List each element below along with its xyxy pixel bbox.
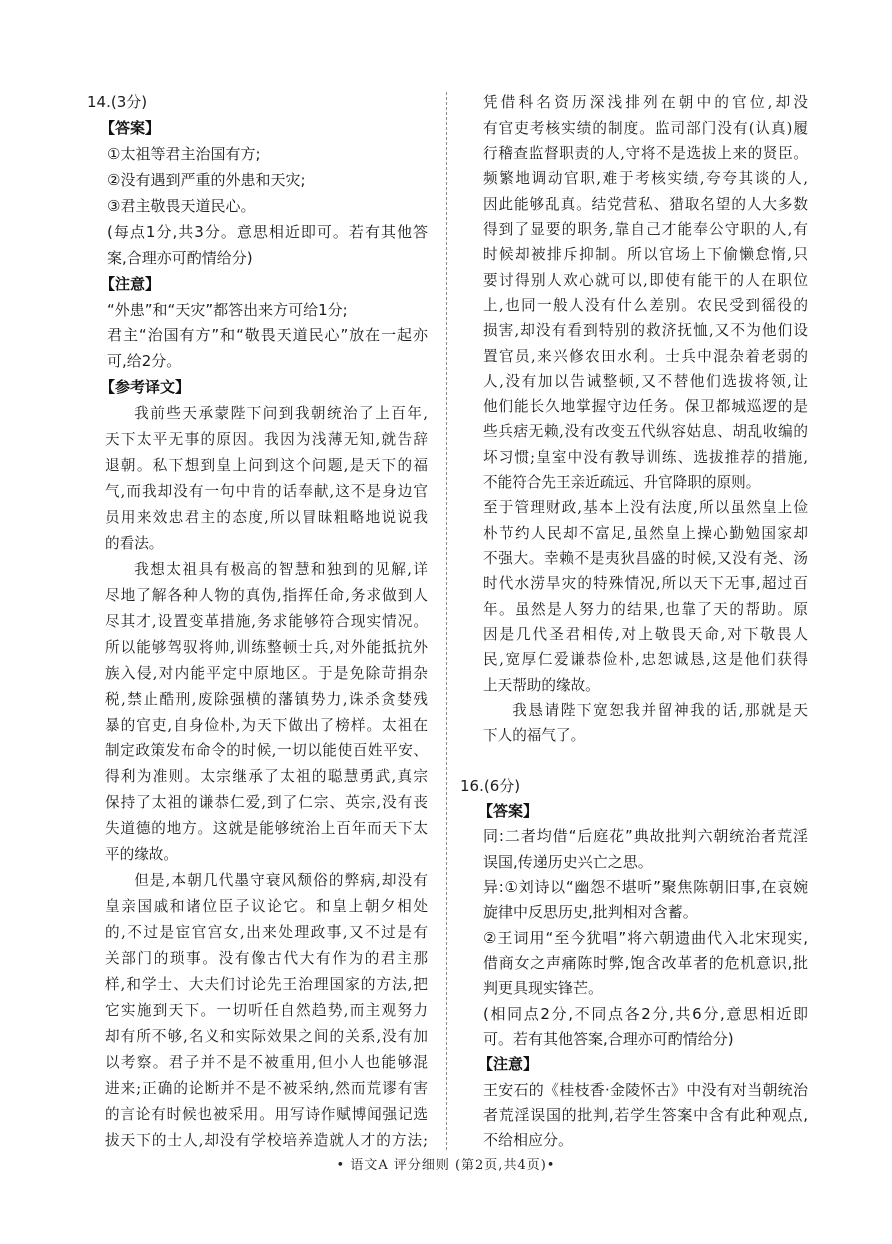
text-line: 皇亲国戚和诸位臣子议论它。和皇上朝夕相处 <box>105 898 428 916</box>
paragraph <box>107 168 428 194</box>
text-line: ③君主敬畏天道民心。 <box>107 196 256 215</box>
text-line: 可。若有其他答案,合理亦可酌情给分) <box>483 1029 734 1048</box>
paragraph <box>107 298 428 324</box>
text-line: (相同点2分,不同点各2分,共6分,意思相近即 <box>483 1004 808 1023</box>
paragraph <box>483 875 808 926</box>
question-14-heading: 14.(3分) <box>87 93 148 111</box>
text-line: 凭借科名资历深浅排列在朝中的官位,却没 <box>483 94 808 112</box>
paragraph <box>483 1078 808 1154</box>
text-line: 频繁地调动官职,难于考核实绩,夸夸其谈的人, <box>483 170 808 188</box>
text-line: 行稽查监督职责的人,守将不是选拔上来的贤臣。 <box>483 145 808 163</box>
text-line: 年。虽然是人努力的结果,也靠了天的帮助。原 <box>483 600 808 618</box>
paragraph <box>483 495 808 698</box>
paragraph <box>107 142 428 168</box>
text-line: 异:①刘诗以“幽怨不堪听”聚焦陈朝旧事,在哀婉 <box>483 878 808 897</box>
text-line: 置官员,来兴修农田水利。士兵中混杂着老弱的 <box>483 347 808 365</box>
text-line: 我前些天承蒙陛下问到我朝统治了上百年, <box>134 405 428 423</box>
text-line: 因此能够乱真。结党营私、猎取名望的人大多数 <box>483 195 808 213</box>
text-line: 尽地了解各种人物的真伪,指挥任命,务求做到人 <box>105 586 428 604</box>
note-list <box>483 1078 808 1154</box>
right-column <box>460 90 808 1153</box>
translation-label: 【参考译文】 <box>100 378 191 397</box>
note-label: 【注意】 <box>100 274 161 293</box>
text-line: 不能符合先王亲近疏远、升官降职的原则。 <box>483 474 761 492</box>
text-line: 人,没有加以告诫整顿,又不替他们选拔将领,让 <box>483 372 808 390</box>
text-line: 进来;正确的论断并不是不被采纳,然而荒谬有害 <box>105 1079 428 1097</box>
text-line: 案,合理亦可酌情给分) <box>107 248 253 267</box>
text-line: 同:二者均借“后庭花”典故批判六朝统治者荒淫 <box>483 827 808 846</box>
text-line: ②王词用“至今犹唱”将六朝遗曲代入北宋现实, <box>483 928 808 947</box>
text-line: 借商女之声痛陈时弊,饱含改革者的危机意识,批 <box>483 954 808 973</box>
text-line: 我想太祖具有极高的智慧和独到的见解,详 <box>134 560 428 578</box>
paragraph <box>105 557 428 868</box>
text-line: 尽其才,设置变革措施,务求能够符合现实情况。 <box>105 612 428 630</box>
text-line: 君主“治国有方”和“敬畏天道民心”放在一起亦 <box>107 326 428 345</box>
text-line: “外患”和“天灾”都答出来方可给1分; <box>107 300 348 319</box>
text-line: 但是,本朝几代墨守衰风颓俗的弊病,却没有 <box>134 872 428 890</box>
text-line: 样,和学士、大夫们讨论先王治理国家的方法,把 <box>105 975 428 993</box>
text-line: 族入侵,对内能平定中原地区。于是免除苛捐杂 <box>105 664 428 682</box>
text-line: 的言论有时候也被采用。用写诗作赋博闻强记选 <box>105 1105 428 1123</box>
answer-label: 【答案】 <box>100 118 161 137</box>
text-line: 旋律中反思历史,批判相对含蓄。 <box>483 903 698 922</box>
text-line: 拔天下的士人,却没有学校培养造就人才的方法; <box>105 1131 428 1149</box>
note-list <box>107 298 428 376</box>
text-line: 保持了太祖的谦恭仁爱,到了仁宗、英宗,没有丧 <box>105 794 428 812</box>
text-line: 要讨得别人欢心就可以,即使有能干的人在职位 <box>483 271 808 289</box>
text-line: 失道德的地方。这就是能够统治上百年而天下太 <box>105 820 428 838</box>
text-line: 民,宽厚仁爱谦恭俭朴,忠恕诚恳,这是他们获得 <box>483 651 808 669</box>
text-line: (每点1分,共3分。意思相近即可。若有其他答 <box>107 222 428 241</box>
text-line: 有官吏考核实绩的制度。监司部门没有(认真)履 <box>483 119 808 137</box>
left-column <box>87 90 428 1153</box>
text-line: 至于管理财政,基本上没有法度,所以虽然皇上俭 <box>483 499 808 517</box>
paragraph <box>105 401 428 557</box>
paragraph <box>107 220 428 272</box>
text-line: 它实施到天下。一切听任自然趋势,而主观努力 <box>105 1001 428 1019</box>
text-line: 不给相应分。 <box>483 1131 574 1150</box>
paragraph <box>483 90 808 495</box>
text-line: 时候却被排斥抑制。所以官场上下偷懒怠惰,只 <box>483 246 808 264</box>
blank-line <box>460 749 808 774</box>
text-line: 关部门的琐事。没有像古代大有作为的君主那 <box>105 949 428 967</box>
text-line: 天下太平无事的原因。我因为浅薄无知,就告辞 <box>105 431 428 449</box>
paragraph <box>483 1002 808 1053</box>
text-line: 的看法。 <box>105 534 164 552</box>
column-divider <box>446 92 447 1150</box>
text-line: 判更具现实锋芒。 <box>483 979 604 998</box>
text-line: 制定政策发布命令的时候,一切以能使百姓平安、 <box>105 742 428 760</box>
text-line: 的,不过是宦官宫女,出来处理政事,又不过是有 <box>105 924 428 941</box>
text-line: 者荒淫误国的批判,若学生答案中含有此种观点, <box>483 1105 808 1124</box>
text-line: 得利为准则。太宗继承了太祖的聪慧勇武,真宗 <box>105 768 428 786</box>
text-line: 上,也同一般人没有什么差别。农民受到徭役的 <box>483 296 808 314</box>
text-line: 暴的官吏,自身俭朴,为天下做出了榜样。太祖在 <box>105 716 428 734</box>
text-line: 退朝。私下想到皇上问到这个问题,是天下的福 <box>105 457 428 475</box>
note-label: 【注意】 <box>478 1055 539 1074</box>
text-line: 我恳请陛下宽恕我并留神我的话,那就是天 <box>512 701 808 719</box>
page-footer: • 语文A 评分细则 (第2页,共4页)• <box>336 1158 556 1173</box>
text-line: 因是几代圣君相传,对上敬畏天命,对下敬畏人 <box>483 625 808 643</box>
text-line: 以考察。君子并不是不被重用,但小人也能够混 <box>105 1053 428 1071</box>
text-line: 坏习惯;皇室中没有教导训练、选拔推荐的措施, <box>483 448 808 466</box>
paragraph <box>483 926 808 1002</box>
text-line: ②没有遇到严重的外患和天灾; <box>107 170 306 189</box>
paragraph <box>483 824 808 875</box>
text-line: 损害,却没有看到特别的救济抚恤,又不为他们设 <box>483 322 808 340</box>
answer-list <box>107 142 428 272</box>
text-line: 得到了显要的职务,靠自己才能奉公守职的人,有 <box>483 220 808 238</box>
text-line: 时代水涝旱灾的特殊情况,所以天下无事,超过百 <box>483 575 808 593</box>
text-line: 朴节约人民却不富足,虽然皇上操心勤勉国家却 <box>483 524 808 542</box>
text-line: 却有所不够,名义和实际效果之间的关系,没有加 <box>105 1027 428 1045</box>
text-line: 不强大。幸赖不是夷狄昌盛的时候,又没有尧、汤 <box>483 550 808 568</box>
answer-label: 【答案】 <box>478 802 539 821</box>
question-16-heading: 16.(6分) <box>460 776 521 795</box>
paragraph <box>107 194 428 220</box>
paragraph <box>107 323 428 375</box>
reference-translation-continued <box>483 90 808 748</box>
text-line: 上天帮助的缘故。 <box>483 676 600 694</box>
text-line: 王安石的《桂枝香·金陵怀古》中没有对当朝统治 <box>483 1080 808 1099</box>
text-line: 税,禁止酷刑,废除强横的藩镇势力,诛杀贪婪残 <box>105 690 428 708</box>
text-line: 他们能长久地掌握守边任务。保卫都城巡逻的是 <box>483 398 808 416</box>
text-line: 可,给2分。 <box>107 352 182 371</box>
reference-translation <box>105 401 428 1153</box>
text-line: 误国,传递历史兴亡之思。 <box>483 852 653 871</box>
text-line: 下人的福气了。 <box>483 727 586 745</box>
text-line: 所以能够驾驭将帅,训练整顿士兵,对外能抵抗外 <box>105 638 428 656</box>
paragraph <box>105 868 428 1153</box>
text-line: ①太祖等君主治国有方; <box>107 144 261 163</box>
answer-list <box>483 824 808 1052</box>
text-line: 平的缘故。 <box>105 846 178 864</box>
text-line: 些兵痞无赖,没有改变五代纵容姑息、胡乱收编的 <box>483 423 808 441</box>
text-line: 气,而我却没有一句中肯的话奉献,这不是身边官 <box>105 483 428 501</box>
paragraph <box>483 698 808 749</box>
text-line: 员用来效忠君主的态度,所以冒昧粗略地说说我 <box>105 509 428 526</box>
